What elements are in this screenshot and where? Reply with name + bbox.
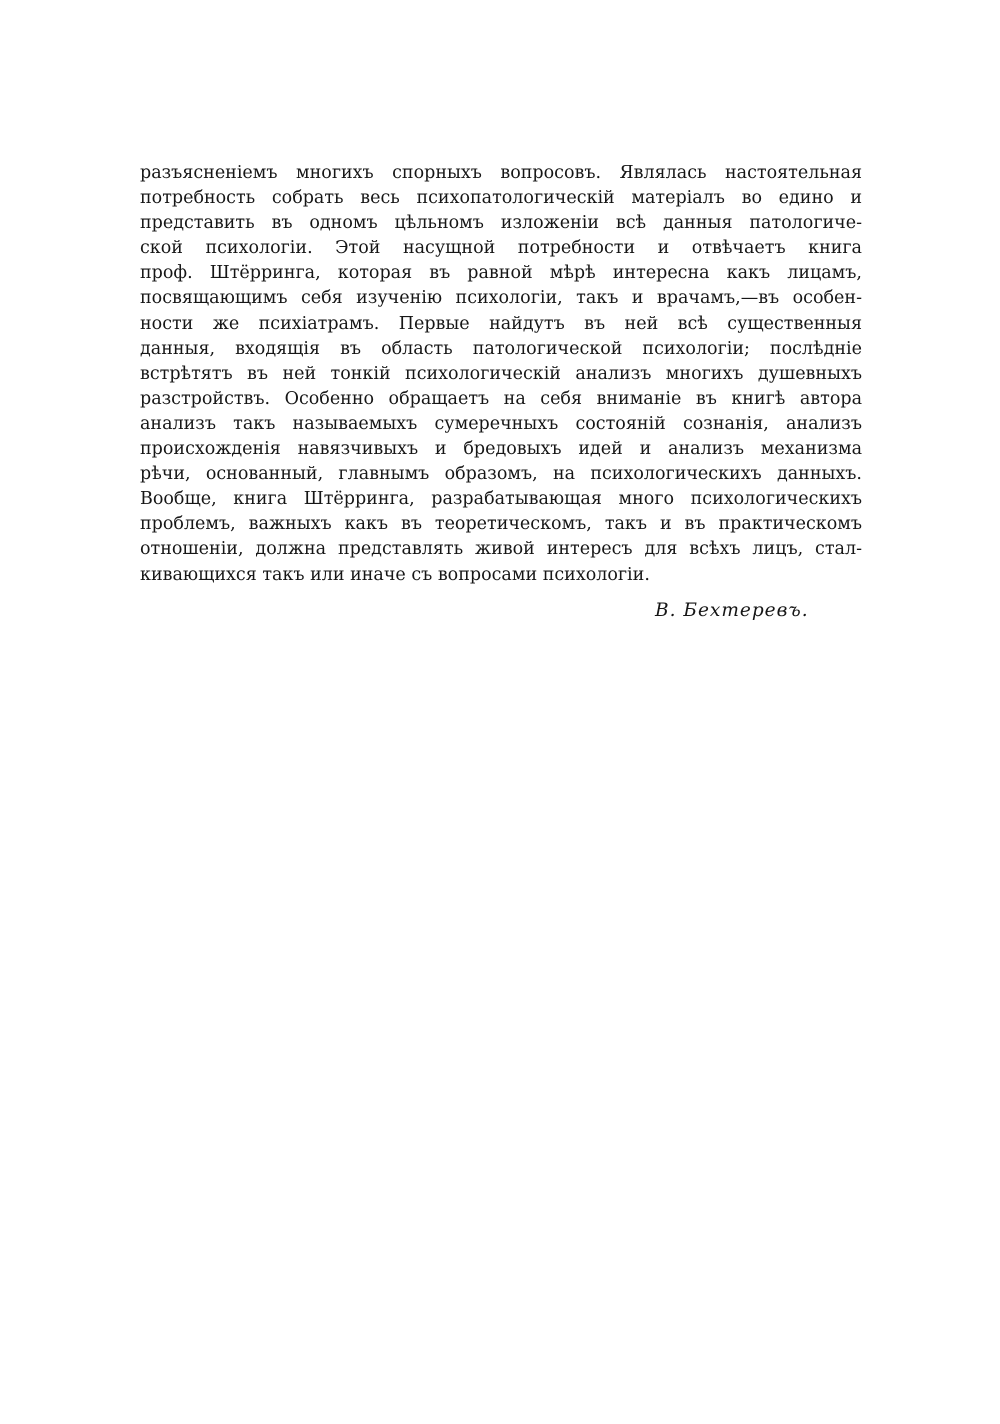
paragraph-line: ской психологіи. Этой насущной потребности и отвѣчаетъ книга bbox=[140, 238, 862, 259]
author-signature: В. Бехтеревъ. bbox=[655, 600, 809, 621]
paragraph-line: кивающихся такъ или иначе съ вопросами психологіи. bbox=[140, 564, 650, 585]
paragraph-line: рѣчи, основанный, главнымъ образомъ, на психологическихъ данныхъ. bbox=[140, 464, 862, 485]
paragraph-line: анализъ такъ называемыхъ сумеречныхъ состояній сознанія, анализъ bbox=[140, 413, 862, 434]
paragraph-line: данныя, входящія въ область патологической психологіи; послѣдніе bbox=[140, 338, 862, 359]
body-paragraph bbox=[140, 161, 862, 588]
paragraph-line: ности же психіатрамъ. Первые найдутъ въ ней всѣ существенныя bbox=[140, 313, 862, 334]
paragraph-line: проблемъ, важныхъ какъ въ теоретическомъ, такъ и въ практическомъ bbox=[140, 514, 862, 535]
paragraph-line: происхожденія навязчивыхъ и бредовыхъ идей и анализъ механизма bbox=[140, 439, 862, 460]
paragraph-line: Вообще, книга Штёрринга, разрабатывающая много психологическихъ bbox=[140, 489, 862, 510]
paragraph-line: посвящающимъ себя изученію психологіи, такъ и врачамъ,—въ особен- bbox=[140, 288, 862, 309]
paragraph-line: проф. Штёрринга, которая въ равной мѣрѣ интересна какъ лицамъ, bbox=[140, 263, 862, 284]
paragraph-line: встрѣтятъ въ ней тонкій психологическій анализъ многихъ душевныхъ bbox=[140, 363, 862, 384]
paragraph-line: разстройствъ. Особенно обращаетъ на себя вниманіе въ книгѣ автора bbox=[140, 388, 862, 409]
paragraph-line: разъясненіемъ многихъ спорныхъ вопросовъ. Являлась настоятельная bbox=[140, 163, 862, 183]
paragraph-line: потребность собрать весь психопатологическій матеріалъ во едино и bbox=[140, 188, 862, 209]
paragraph-line: отношеніи, должна представлять живой интересъ для всѣхъ лицъ, стал- bbox=[140, 539, 862, 560]
paragraph-line: представить въ одномъ цѣльномъ изложеніи всѣ данныя патологиче- bbox=[140, 213, 862, 234]
